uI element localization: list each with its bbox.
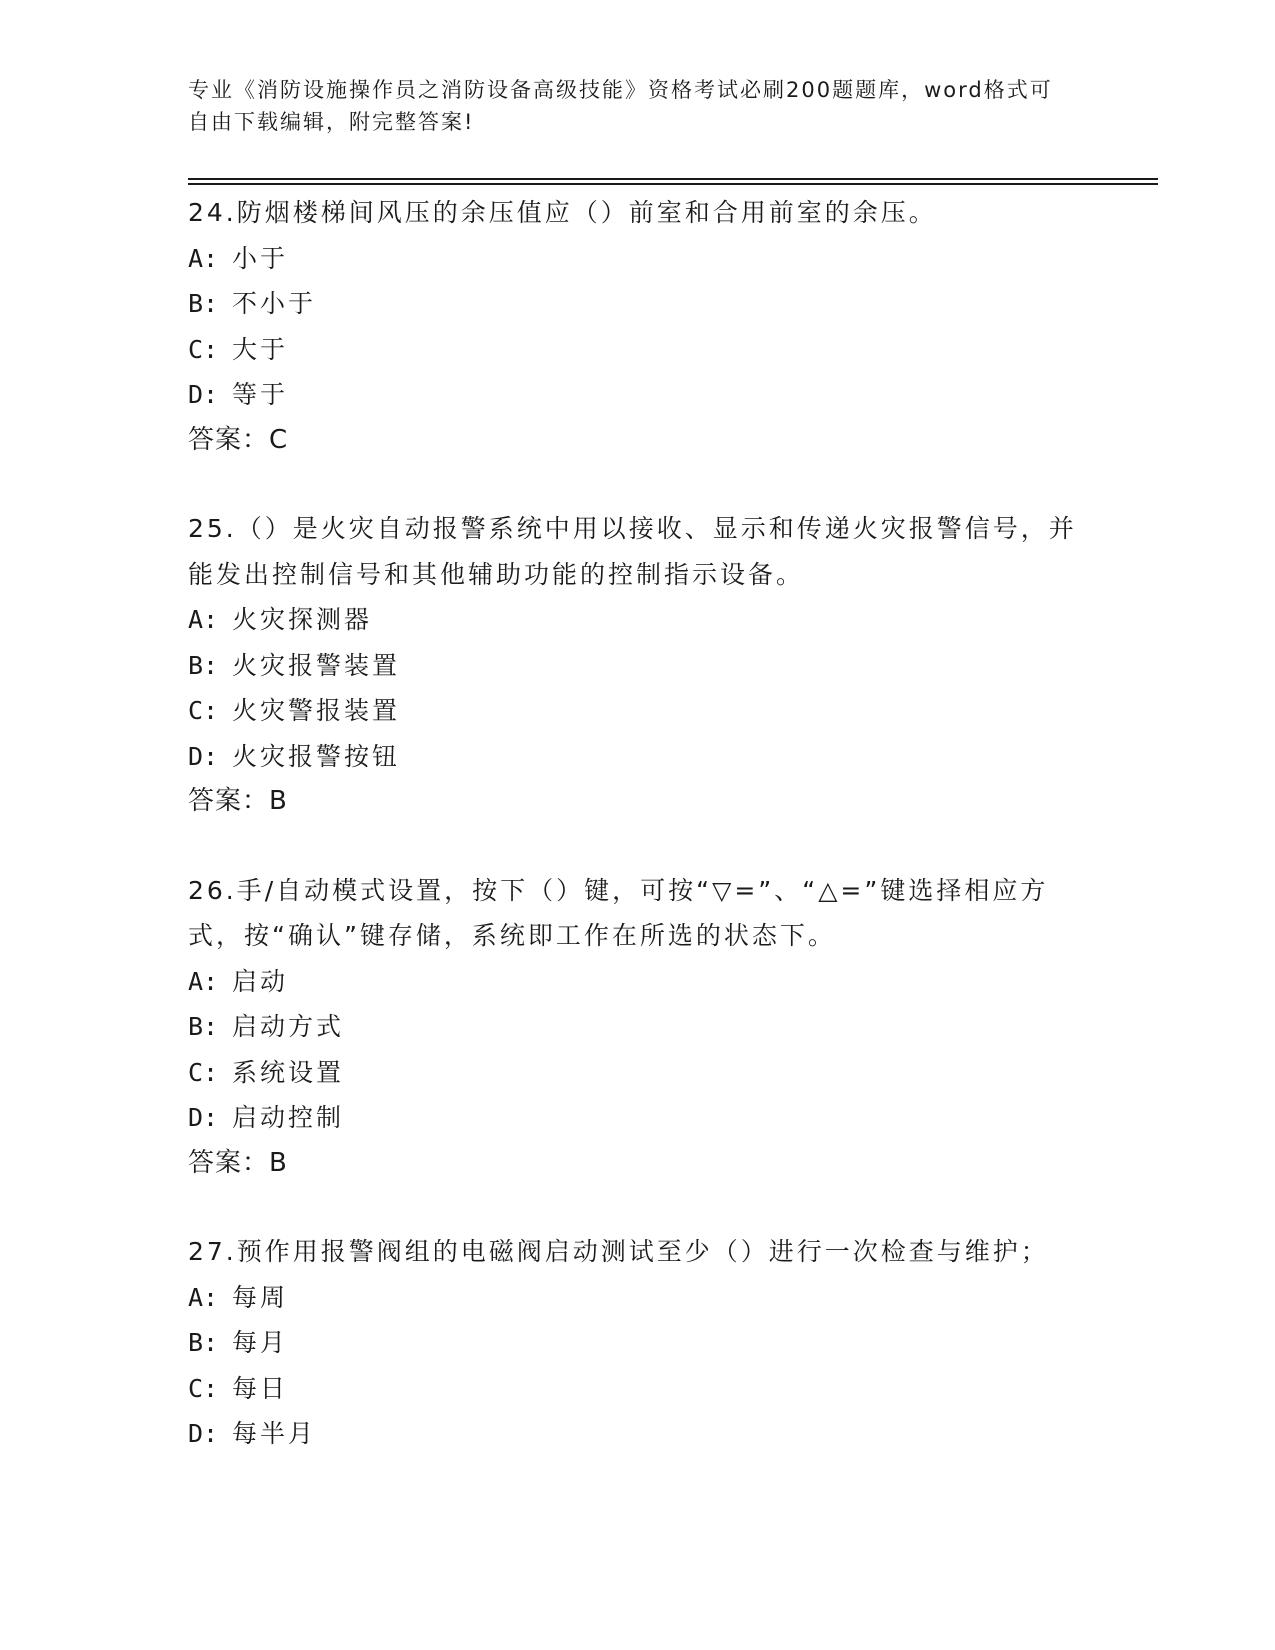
question-27 [188, 1229, 1088, 1457]
answer: 答案：C [188, 424, 289, 455]
question-stem: 24.防烟楼梯间风压的余压值应（）前室和合用前室的余压。 [188, 198, 937, 227]
option-text: 每半月 [232, 1419, 317, 1448]
option-c [188, 1366, 1088, 1412]
option-letter: D: [188, 741, 219, 771]
answer: 答案：B [188, 1147, 288, 1178]
option-text: 火灾警报装置 [232, 696, 401, 725]
option-text: 每周 [232, 1282, 289, 1312]
option-letter: C: [188, 696, 219, 725]
option-b [188, 281, 1088, 327]
option-letter: C: [188, 334, 219, 364]
option-letter: D: [188, 1419, 219, 1448]
option-c [188, 1050, 1088, 1096]
option-letter: C: [188, 1057, 219, 1087]
question-stem: 27.预作用报警阀组的电磁阀启动测试至少（）进行一次检查与维护； [188, 1237, 1049, 1266]
option-text: 不小于 [232, 289, 317, 318]
header-divider-top [188, 178, 1158, 180]
option-a [188, 959, 1088, 1005]
option-letter: D: [188, 1103, 219, 1132]
option-letter: B: [188, 289, 219, 318]
header-divider-bottom [188, 183, 1158, 185]
option-letter: A: [188, 243, 219, 273]
option-letter: A: [188, 966, 219, 996]
document-header: 专业《消防设施操作员之消防设备高级技能》资格考试必刷200题题库，word格式可自由下载编辑，附完整答案! [188, 78, 1053, 134]
option-text: 每月 [232, 1328, 289, 1357]
option-text: 火灾报警按钮 [232, 741, 401, 771]
option-letter: B: [188, 650, 219, 680]
option-letter: D: [188, 380, 219, 409]
option-b [188, 643, 1088, 689]
option-b [188, 1004, 1088, 1050]
option-d [188, 1095, 1088, 1141]
option-b [188, 1320, 1088, 1366]
option-text: 每日 [232, 1373, 289, 1403]
option-text: 大于 [232, 334, 289, 364]
question-26 [188, 868, 1088, 1187]
option-letter: B: [188, 1328, 219, 1357]
question-stem: 25.（）是火灾自动报警系统中用以接收、显示和传递火灾报警信号，并能发出控制信号和其他辅助功能的控制指示设备。 [188, 514, 1077, 589]
option-d [188, 1411, 1088, 1457]
option-text: 启动 [232, 966, 289, 996]
option-c [188, 688, 1088, 734]
option-letter: A: [188, 1282, 219, 1312]
option-text: 火灾报警装置 [232, 650, 401, 680]
option-a [188, 236, 1088, 282]
option-a [188, 1275, 1088, 1321]
question-list [188, 190, 1088, 1500]
option-a [188, 597, 1088, 643]
option-letter: B: [188, 1012, 219, 1041]
answer: 答案：B [188, 786, 288, 816]
question-25 [188, 506, 1088, 825]
option-d [188, 372, 1088, 418]
option-text: 等于 [232, 380, 289, 409]
option-d [188, 734, 1088, 780]
question-24 [188, 190, 1088, 463]
option-text: 小于 [232, 243, 289, 273]
option-text: 系统设置 [232, 1057, 345, 1087]
question-stem: 26.手/自动模式设置，按下（）键，可按“▽=”、“△=”键选择相应方式，按“确认”键存储，系统即工作在所选的状态下。 [188, 875, 1049, 950]
option-letter: A: [188, 605, 219, 634]
option-text: 启动控制 [232, 1103, 345, 1132]
option-c [188, 327, 1088, 373]
option-text: 火灾探测器 [232, 605, 373, 634]
option-letter: C: [188, 1373, 219, 1403]
option-text: 启动方式 [232, 1012, 345, 1041]
